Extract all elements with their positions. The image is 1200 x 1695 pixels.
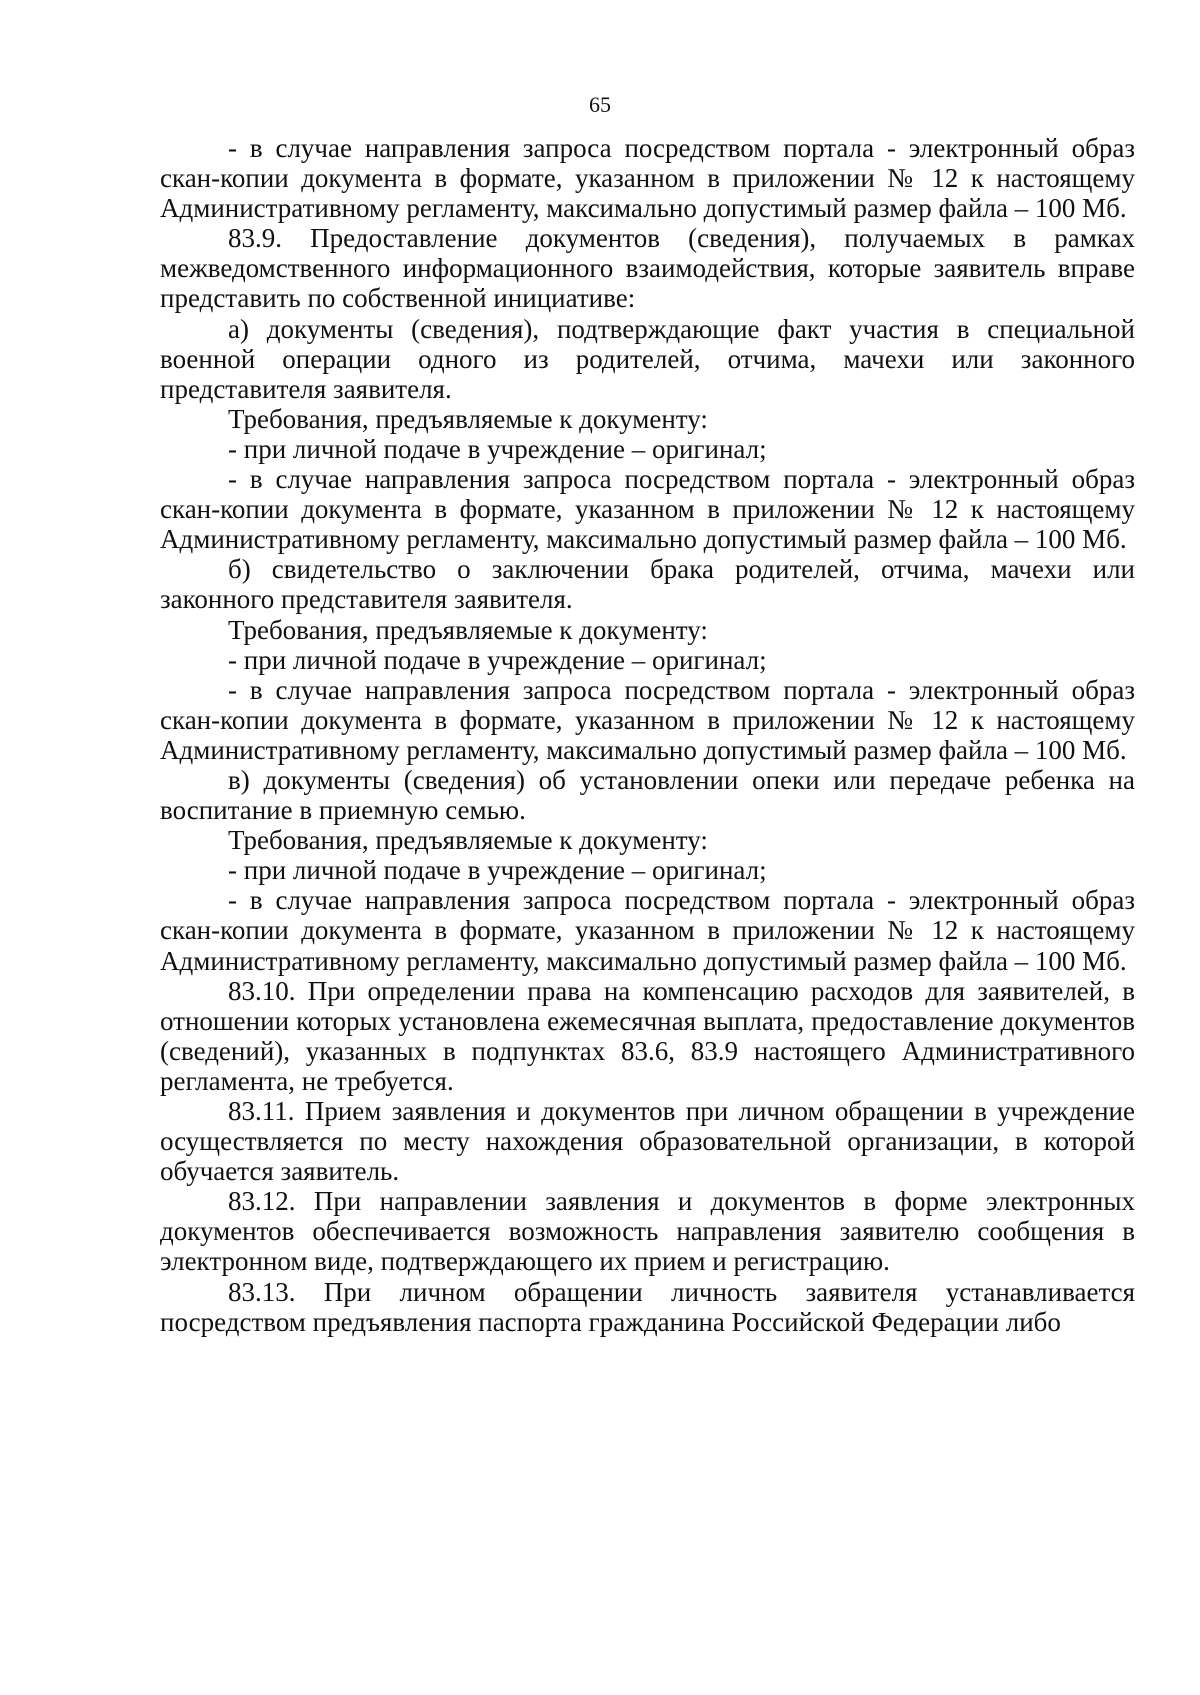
paragraph: Требования, предъявляемые к документу: (228, 403, 708, 434)
paragraph: 83.11. Прием заявления и документов при личном обращении в учреждение осуществляется по месту нахождения образовательной организации, в которой обучается заявитель. (160, 1096, 1135, 1187)
paragraph: - в случае направления запроса посредством портала - электронный образ скан-копии документа в формате, указанном в приложении № 12 к настоящему Административному регламенту, максимально допустимый размер файла – 100 Мб. (160, 885, 1135, 976)
paragraph: 83.12. При направлении заявления и документов в форме электронных документов обеспечивается возможность направления заявителю сообщения в электронном виде, подтверждающего их прием и регистрацию. (160, 1186, 1135, 1277)
paragraph: - при личной подаче в учреждение – оригинал; (228, 644, 767, 675)
paragraph: в) документы (сведения) об установлении опеки или передаче ребенка на воспитание в приемную семью. (160, 764, 1135, 826)
paragraph: 83.10. При определении права на компенсацию расходов для заявителей, в отношении которых установлена ежемесячная выплата, предоставление документов (сведений), указанных в подпунктах 83.6, 83.9 настоящего Административного регламента, не требуется. (160, 975, 1135, 1096)
paragraph: а) документы (сведения), подтверждающие факт участия в специальной военной операции одного из родителей, отчима, мачехи или законного представителя заявителя. (160, 313, 1135, 404)
paragraph: 83.13. При личном обращении личность заявителя устанавливается посредством предъявления паспорта гражданина Российской Федерации либо (160, 1276, 1135, 1337)
paragraph: - в случае направления запроса посредством портала - электронный образ скан-копии документа в формате, указанном в приложении № 12 к настоящему Административному регламенту, максимально допустимый размер файла – 100 Мб. (160, 464, 1135, 555)
paragraph: Требования, предъявляемые к документу: (228, 614, 708, 645)
page-number: 65 (589, 92, 611, 117)
paragraph: Требования, предъявляемые к документу: (228, 825, 708, 856)
paragraph: 83.9. Предоставление документов (сведения), получаемых в рамках межведомственного информационного взаимодействия, которые заявитель вправе представить по собственной инициативе: (160, 223, 1135, 314)
paragraph: - при личной подаче в учреждение – оригинал; (228, 855, 767, 886)
paragraph: - в случае направления запроса посредством портала - электронный образ скан-копии документа в формате, указанном в приложении № 12 к настоящему Административному регламенту, максимально допустимый размер файла – 100 Мб. (160, 133, 1135, 224)
document-body (160, 133, 1135, 1337)
paragraph: - в случае направления запроса посредством портала - электронный образ скан-копии документа в формате, указанном в приложении № 12 к настоящему Административному регламенту, максимально допустимый размер файла – 100 Мб. (160, 674, 1135, 765)
paragraph: б) свидетельство о заключении брака родителей, отчима, мачехи или законного представителя заявителя. (160, 554, 1135, 615)
paragraph: - при личной подаче в учреждение – оригинал; (228, 433, 767, 464)
